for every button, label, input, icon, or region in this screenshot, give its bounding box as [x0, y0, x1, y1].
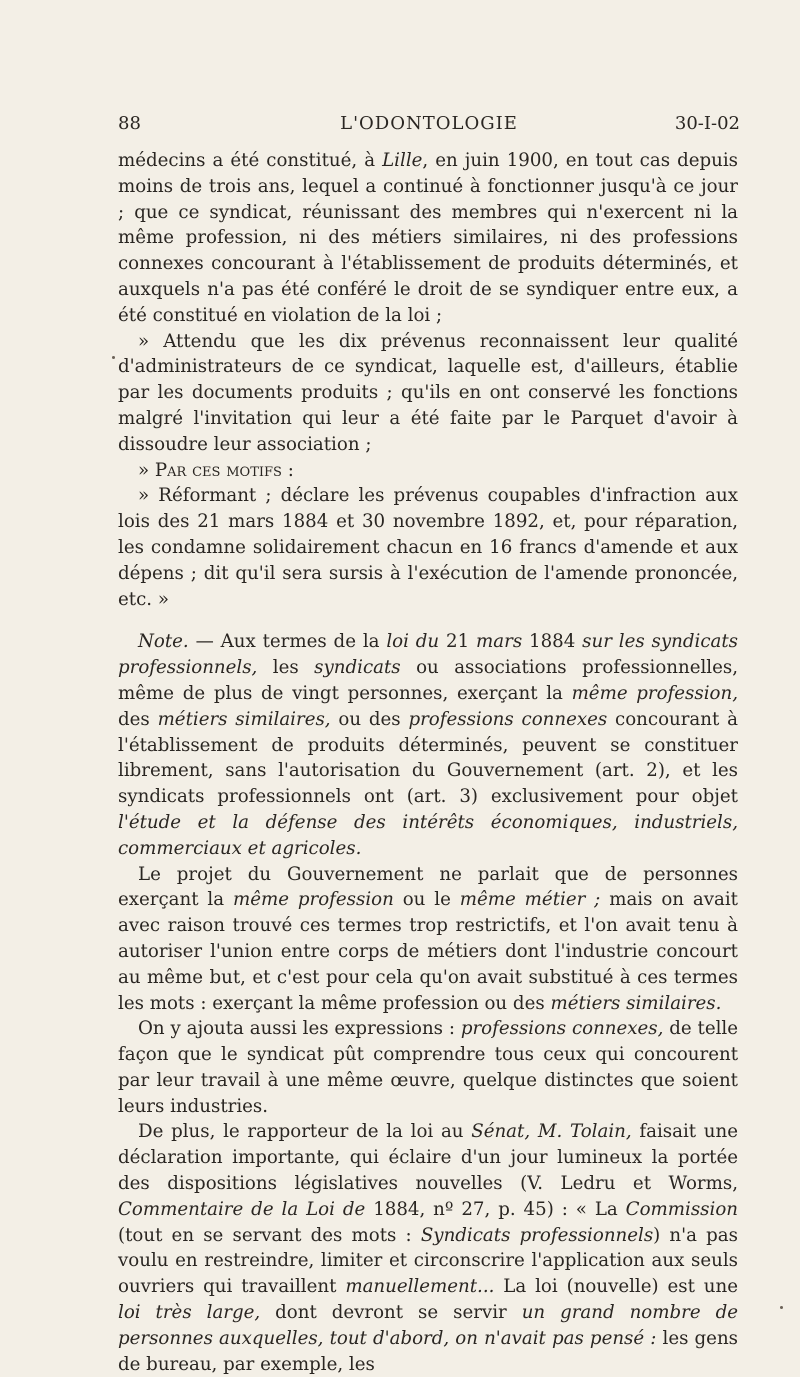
- paragraph-ajouta: On y ajouta aussi les expressions : professions connexes, de telle façon que le syndicat pût comprendre tous ceux qui concourent par leur travail à une même œuvre, quelque distinctes que soient leurs industries.: [118, 1018, 738, 1117]
- paragraph-1: médecins a été constitué, à Lille, en juin 1900, en tout cas depuis moins de trois ans, lequel a continué à fonctionner jusqu'à ce jour ; que ce syndicat, réunissant des membres qui n'exercent ni la même profession, ni des métiers similaires, ni des professions connexes concourant à l'établissement de produits déterminés, et auxquels n'a pas été conféré le droit de se syndiquer entre eux, a été constitué en violation de la loi ;: [118, 150, 738, 326]
- body-text: [118, 148, 738, 1377]
- page-number: 88: [118, 113, 141, 134]
- issue-date: 30-I-02: [674, 113, 740, 134]
- paragraph-note: Note. — Aux termes de la loi du 21 mars 1884 sur les syndicats professionnels, les syndicats ou associations professionnelles, même de plus de vingt personnes, exerçant la même profession, des métiers similaires, ou des professions connexes concourant à l'établissement de produits déterminés, peuvent se constituer librement, sans l'autorisation du Gouvernement (art. 2), et les syndicats professionnels ont (art. 3) exclusivement pour objet l'étude et la défense des intérêts économiques, industriels, commerciaux et agricoles.: [118, 631, 738, 859]
- journal-title: L'ODONTOLOGIE: [340, 113, 518, 134]
- paragraph-rapporteur: De plus, le rapporteur de la loi au Sénat, M. Tolain, faisait une déclaration importante, qui éclaire d'un jour lumineux la portée des dispositions législatives nouvelles (V. Ledru et Worms, Commentaire de la Loi de 1884, nº 27, p. 45) : « La Commission (tout en se servant des mots : Syndicats professionnels) n'a pas voulu en restreindre, limiter et circonscrire l'application aux seuls ouvriers qui travaillent manuellement... La loi (nouvelle) est une loi très large, dont devront se servir un grand nombre de personnes auxquelles, tout d'abord, on n'avait pas pensé : les gens de bureau, par exemple, les: [118, 1121, 738, 1375]
- paragraph-attendu: » Attendu que les dix prévenus reconnaissent leur qualité d'administrateurs de ce syndicat, laquelle est, d'ailleurs, établie par les documents produits ; qu'ils en ont conservé les fonctions malgré l'invitation qui leur a été faite par le Parquet d'avoir à dissoudre leur association ;: [118, 330, 738, 455]
- paper-speck: [780, 1306, 783, 1309]
- paragraph-projet: Le projet du Gouvernement ne parlait que de personnes exerçant la même profession ou le même métier ; mais on avait avec raison trouvé ces termes trop restrictifs, et l'on avait tenu à autoriser l'union entre corps de métiers dont l'industrie concourt au même but, et c'est pour cela qu'on avait substitué à ces termes les mots : exerçant la même profession ou des métiers similaires.: [118, 863, 738, 1014]
- paper-speck: [112, 356, 115, 359]
- paragraph-par-ces-motifs: » Par ces motifs :: [138, 459, 294, 481]
- paragraph-reformant: » Réformant ; déclare les prévenus coupables d'infraction aux lois des 21 mars 1884 et 30 novembre 1892, et, pour réparation, les condamne solidairement chacun en 16 francs d'amende et aux dépens ; dit qu'il sera sursis à l'exécution de l'amende prononcée, etc. »: [118, 485, 738, 610]
